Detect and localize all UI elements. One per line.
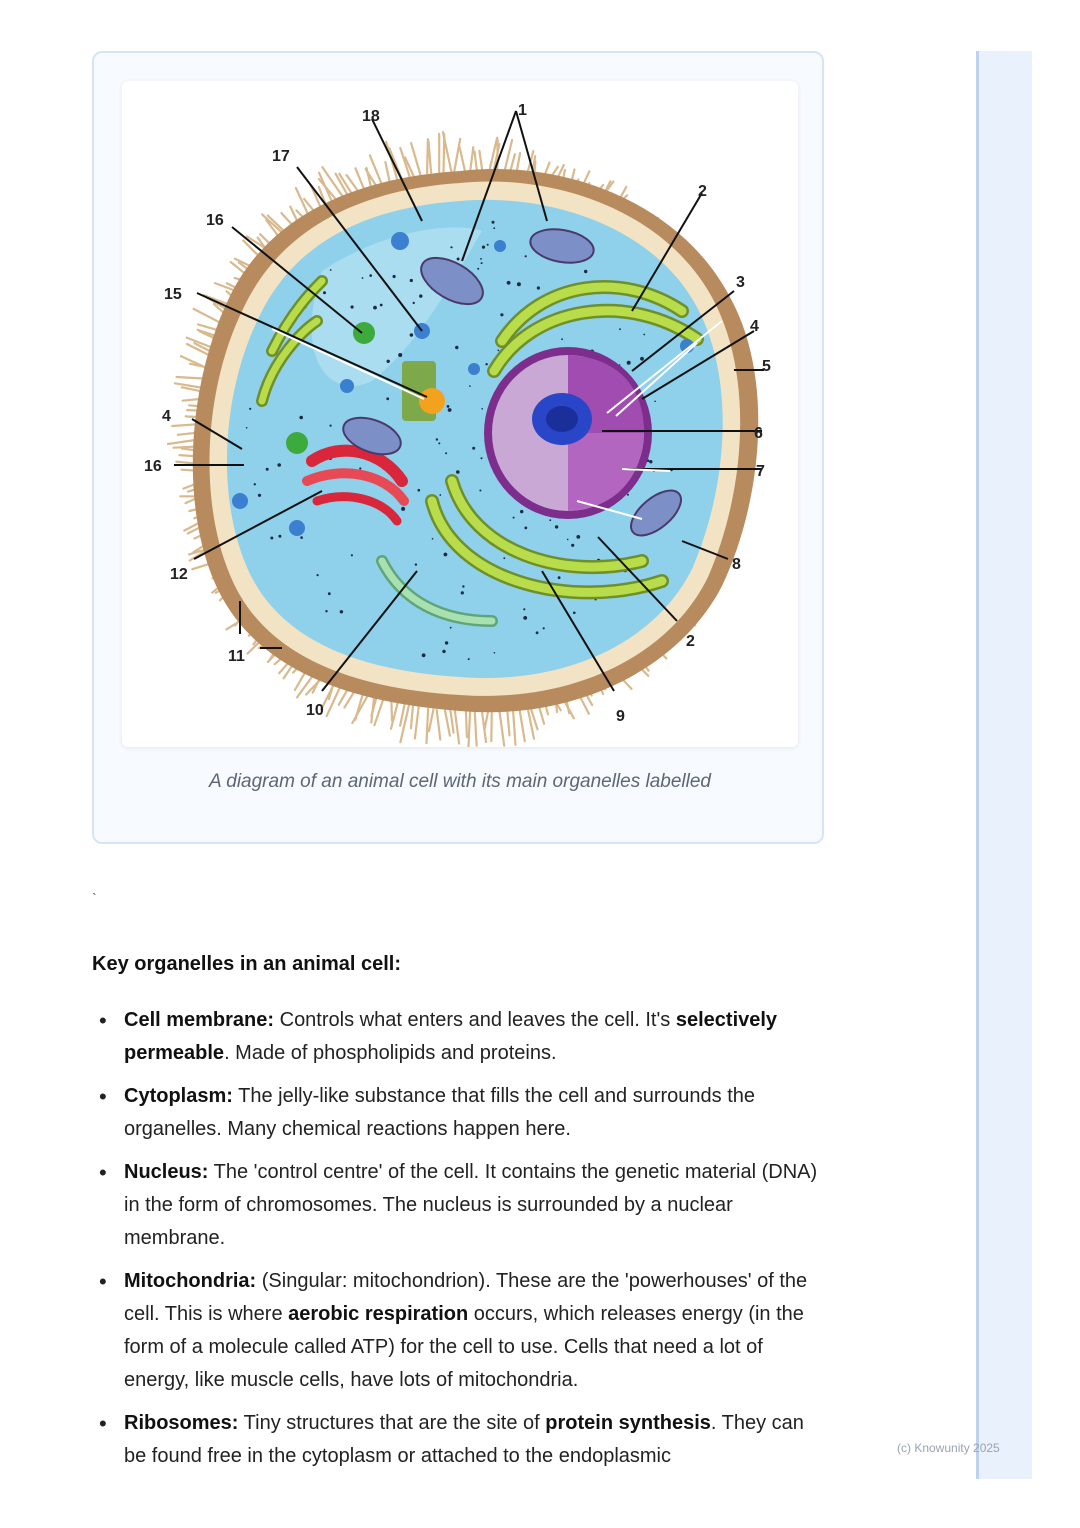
surface-projection <box>391 701 392 721</box>
term-label: Cytoplasm: <box>124 1085 233 1107</box>
label-6: 6 <box>754 425 763 442</box>
label-3: 3 <box>736 274 745 291</box>
ribosome-dot <box>482 246 485 249</box>
label-4-left: 4 <box>162 408 171 425</box>
ribosome-dot <box>643 334 645 336</box>
label-9: 9 <box>616 708 625 725</box>
ribosome-dot <box>445 452 447 454</box>
ribosome-dot <box>266 468 269 471</box>
ribosome-dot <box>555 525 558 528</box>
ribosome-dot <box>447 405 450 408</box>
ribosome-dot <box>415 563 417 565</box>
side-panel <box>976 51 1032 1479</box>
surface-projection <box>491 709 492 741</box>
label-7: 7 <box>756 463 765 480</box>
surface-projection <box>466 711 467 737</box>
label-1: 1 <box>518 102 527 119</box>
desc-text: . They can be found free in the cytoplasm or attached to the endoplasmic <box>124 1412 804 1467</box>
label-11: 11 <box>228 648 245 665</box>
key-term: selectively permeable <box>124 1009 778 1064</box>
ribosome-dot <box>549 519 551 521</box>
ribosome-dot <box>567 539 569 541</box>
ribosome-dot <box>481 262 483 264</box>
ribosome-dot <box>445 641 448 644</box>
ribosome-dot <box>398 353 402 357</box>
ribosome-dot <box>523 608 525 610</box>
ribosome-dot <box>480 258 482 260</box>
surface-projection <box>411 143 420 174</box>
surface-projection <box>371 695 374 722</box>
ribosome-dot <box>654 401 656 403</box>
ribosome-dot <box>330 269 332 271</box>
ribosome-dot <box>640 357 644 361</box>
surface-projection <box>499 708 504 746</box>
figure-card <box>92 51 824 844</box>
ribosome-dot <box>410 333 414 337</box>
ribosome-dot <box>436 438 438 440</box>
ribosome-dot <box>410 279 413 282</box>
ribosome-dot <box>619 328 621 330</box>
ribosome-dot <box>479 490 481 492</box>
ribosome-dot <box>485 363 487 365</box>
ribosome-dot <box>468 658 470 660</box>
ribosome-dot <box>258 494 261 497</box>
ribosome-dot <box>576 535 580 539</box>
ribosome-dot <box>571 544 574 547</box>
ribosome-dot <box>520 510 523 513</box>
ribosome-dot <box>627 361 631 365</box>
surface-projection <box>475 151 478 171</box>
ribosome-dot <box>418 489 421 492</box>
cell-diagram-frame <box>122 81 798 747</box>
ribosome-dot <box>627 494 629 496</box>
surface-projection <box>450 711 453 733</box>
ribosome-dot <box>246 427 248 429</box>
label-2-bottom: 2 <box>686 633 695 650</box>
ribosome-dot <box>270 537 273 540</box>
surface-projection <box>485 709 489 729</box>
nucleus <box>484 347 652 519</box>
organelle-list <box>124 1004 830 1483</box>
ribosome-dot <box>299 416 303 420</box>
desc-text: . Made of phospholipids and proteins. <box>224 1042 557 1064</box>
ribosome-dot <box>481 408 483 410</box>
ribosome-dot <box>448 408 452 412</box>
ribosome-dot <box>328 592 331 595</box>
ribosome-dot <box>432 538 434 540</box>
term-label: Nucleus: <box>124 1161 209 1183</box>
ribosome-dot <box>422 653 426 657</box>
desc-text: The jelly-like substance that fills the cell and surrounds the organelles. Many chemical reactions happen here. <box>124 1085 756 1140</box>
ribosome-dot <box>340 610 343 613</box>
ribosome-dot <box>373 306 377 310</box>
ribosome-dot <box>359 467 361 469</box>
ribosome-dot <box>300 536 303 539</box>
ribosome-dot <box>438 442 440 444</box>
ribosome-dot <box>393 275 396 278</box>
ribosome-dot <box>277 463 281 467</box>
desc-text: The 'control centre' of the cell. It contains the genetic material (DNA) in the form of chromosomes. The nucleus is surrounded by a nuclear membrane. <box>124 1161 818 1249</box>
figure-caption: A diagram of an animal cell with its main organelles labelled <box>209 771 711 792</box>
surface-projection <box>411 706 413 728</box>
label-18: 18 <box>362 108 380 125</box>
list-item-mitochondria <box>124 1265 830 1397</box>
ribosome-dot <box>439 494 441 496</box>
ribosome-dot <box>543 627 545 629</box>
ribosome-dot <box>317 574 319 576</box>
ribosome-dot <box>369 274 372 277</box>
ribosome-dot <box>649 460 652 463</box>
surface-projection <box>385 162 389 181</box>
ribosome-dot <box>442 650 445 653</box>
ribosome-dot <box>487 244 489 246</box>
ribosome-dot <box>537 286 540 289</box>
ribosome-dot <box>481 457 483 459</box>
surface-projection <box>470 147 473 171</box>
ribosome-dot <box>351 305 354 308</box>
surface-projection <box>455 711 459 744</box>
ribosome-dot <box>536 631 539 634</box>
label-4-right: 4 <box>750 318 759 335</box>
surface-projection <box>356 168 365 190</box>
label-17: 17 <box>272 148 290 165</box>
ribosome-dot <box>503 557 505 559</box>
list-item-ribosomes <box>124 1407 830 1473</box>
ribosome-dot <box>386 397 389 400</box>
surface-projection <box>468 711 470 747</box>
ribosome-dot <box>351 554 353 556</box>
ribosome-dot <box>524 527 527 530</box>
ribosome-dot <box>513 517 515 519</box>
ribosome-dot <box>444 553 448 557</box>
ribosome-dot <box>472 447 475 450</box>
ribosome-dot <box>456 470 460 474</box>
ribosome-dot <box>461 591 464 594</box>
ribosome-dot <box>493 227 495 229</box>
label-2-top: 2 <box>698 183 707 200</box>
ribosome-dot <box>330 425 332 427</box>
ribosome-dot <box>525 255 527 257</box>
ribosome-dot <box>413 302 415 304</box>
ribosome-dot <box>419 294 422 297</box>
ribosome-dot <box>387 360 390 363</box>
surface-projection <box>429 710 433 732</box>
label-16-top: 16 <box>206 212 224 229</box>
ribosome-dot <box>457 258 460 261</box>
ribosome-dot <box>362 277 364 279</box>
ribosome-dot <box>278 535 281 538</box>
surface-projection <box>415 707 419 738</box>
surface-projection <box>427 709 429 743</box>
ribosome-dot <box>584 270 587 273</box>
ribosome-dot <box>573 612 576 615</box>
surface-projection <box>454 139 460 171</box>
list-item-cytoplasm <box>124 1080 830 1146</box>
ribosome-dot <box>401 507 405 511</box>
key-term: protein synthesis <box>545 1412 711 1434</box>
ribosome-dot <box>249 408 251 410</box>
ribosome-dot <box>462 585 464 587</box>
desc-text: (Singular: mitochondrion). These are the 'powerhouses' of the cell. This is where <box>124 1270 808 1325</box>
desc-text: occurs, which releases energy (in the form of a molecule called ATP) for the cell to use. Cells that need a lot of energy, like muscle cells, have lots of mitochondria. <box>124 1303 804 1391</box>
surface-projection <box>475 711 477 746</box>
section-heading: Key organelles in an animal cell: <box>92 953 402 975</box>
animal-cell-diagram <box>122 81 798 747</box>
ribosome-dot <box>450 246 452 248</box>
ribosome-dot <box>477 268 479 270</box>
surface-projection <box>479 151 482 172</box>
copyright-notice: (c) Knowunity 2025 <box>897 1441 1000 1455</box>
ribosome-dot <box>507 281 511 285</box>
ribosome-dot <box>498 350 500 352</box>
list-item-cell-membrane <box>124 1004 830 1070</box>
label-16-left: 16 <box>144 458 162 475</box>
term-label: Ribosomes: <box>124 1412 239 1434</box>
ribosome-dot <box>450 627 452 629</box>
desc-text: Controls what enters and leaves the cell. It's <box>274 1009 676 1031</box>
ribosome-dot <box>523 616 527 620</box>
ribosome-dot <box>558 576 561 579</box>
ribosome-dot <box>455 346 458 349</box>
surface-projection <box>460 147 465 171</box>
desc-text: Tiny structures that are the site of <box>238 1412 546 1434</box>
surface-projection <box>445 711 450 736</box>
list-item-nucleus <box>124 1156 830 1255</box>
ribosome-dot <box>325 610 327 612</box>
surface-projection <box>428 140 431 172</box>
ribosome-dot <box>492 221 495 224</box>
label-15: 15 <box>164 286 182 303</box>
ribosome-dot <box>323 291 326 294</box>
ribosome-dot <box>500 313 503 316</box>
ribosome-dot <box>254 483 256 485</box>
ribosome-dot <box>517 282 521 286</box>
label-8: 8 <box>732 556 741 573</box>
ribosome-dot <box>380 304 383 307</box>
label-12: 12 <box>170 566 188 583</box>
label-5: 5 <box>762 358 771 375</box>
term-label: Cell membrane: <box>124 1009 275 1031</box>
surface-projection <box>400 706 409 743</box>
key-term: aerobic respiration <box>288 1303 469 1325</box>
ribosome-dot <box>494 652 496 654</box>
term-label: Mitochondria: <box>124 1270 257 1292</box>
surface-projection <box>437 710 441 740</box>
stray-mark: ` <box>92 890 97 906</box>
ribosome-dot <box>561 338 563 340</box>
ribosome-dot <box>469 385 471 387</box>
label-10: 10 <box>306 702 324 719</box>
